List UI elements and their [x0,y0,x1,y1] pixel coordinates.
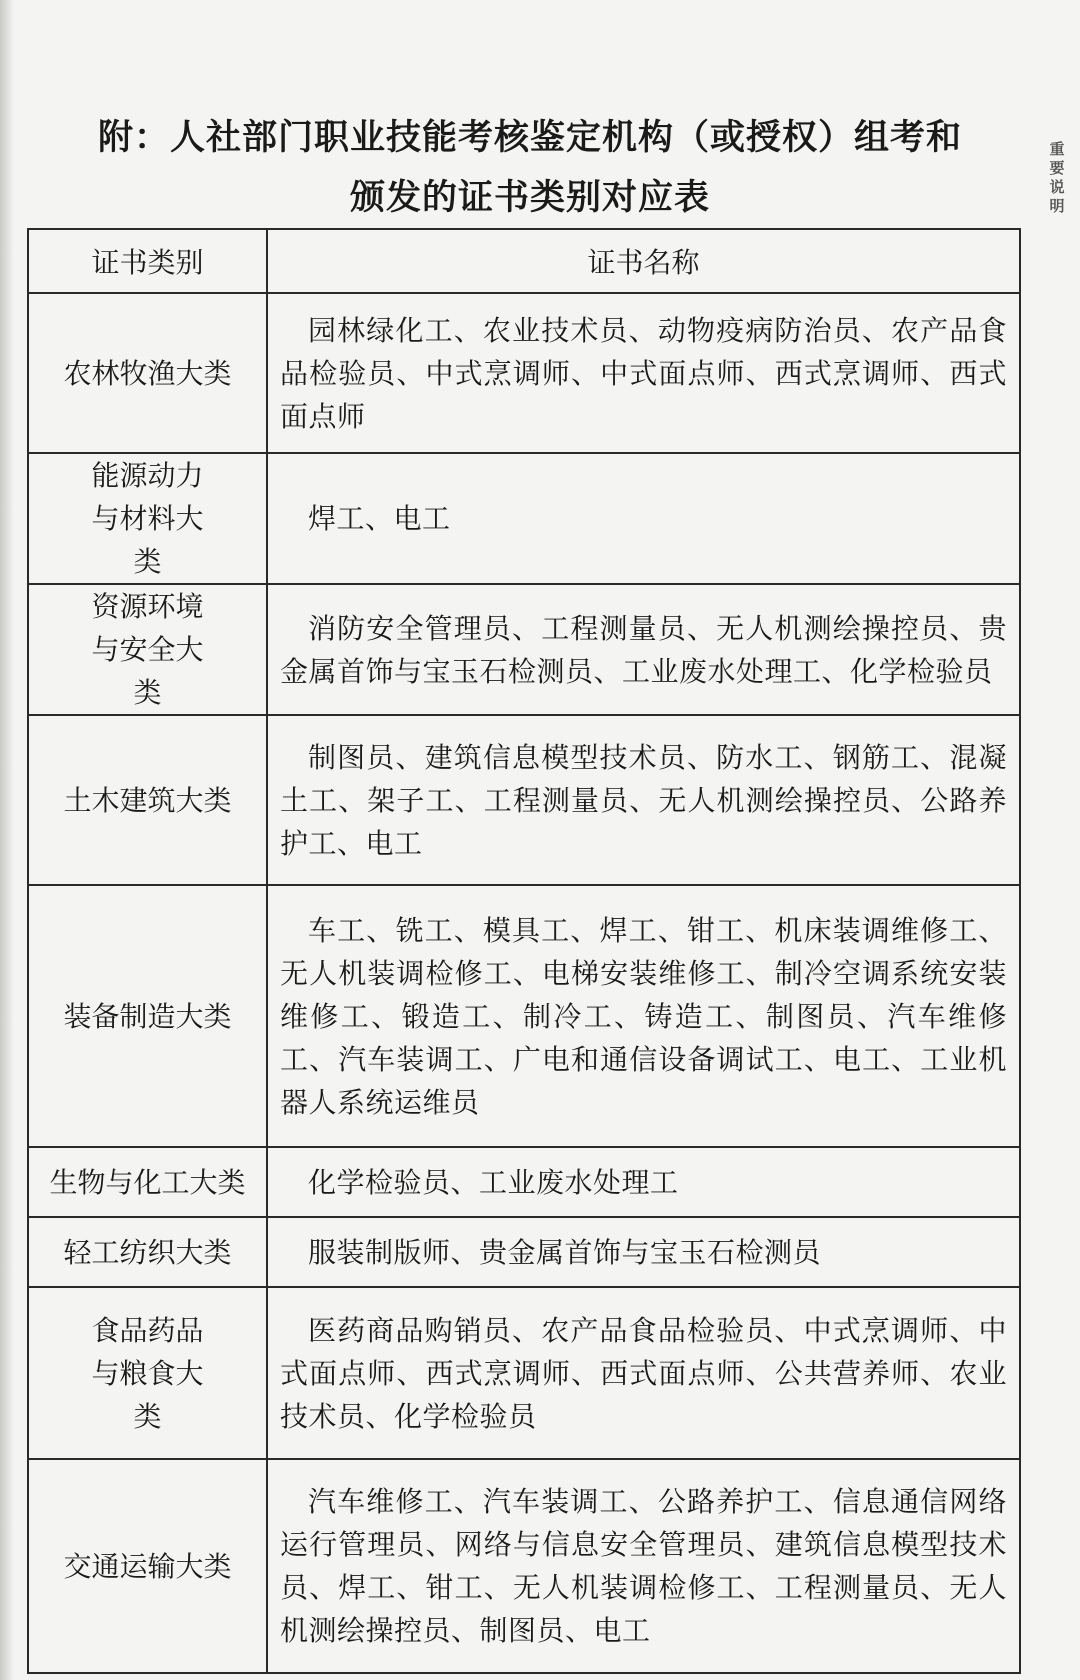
side-tab-char: 要 [1049,159,1065,177]
names-cell: 化学检验员、工业废水处理工 [267,1147,1020,1217]
side-tab-char: 说 [1049,178,1065,196]
header-category: 证书类别 [28,229,267,293]
header-names: 证书名称 [267,229,1020,293]
category-cell: 生物与化工大类 [28,1147,267,1217]
table-row [28,1459,1020,1673]
table-row [28,1217,1020,1287]
table-row [28,885,1020,1147]
table-row [28,1287,1020,1459]
page-edge-shadow [0,0,14,1680]
table-row [28,715,1020,885]
certificate-table [27,228,1021,1674]
page-title [60,108,1000,228]
table-header-row [28,229,1020,293]
title-line-1: 附：人社部门职业技能考核鉴定机构（或授权）组考和 [97,117,962,158]
category-cell: 农林牧渔大类 [28,293,267,453]
names-cell: 消防安全管理员、工程测量员、无人机测绘操控员、贵金属首饰与宝玉石检测员、工业废水处理工、化学检验员 [267,584,1020,715]
category-cell: 轻工纺织大类 [28,1217,267,1287]
title-line-2: 颁发的证书类别对应表 [349,177,710,218]
table-row [28,1147,1020,1217]
side-tab-char: 重 [1049,140,1065,158]
names-cell: 制图员、建筑信息模型技术员、防水工、钢筋工、混凝土工、架子工、工程测量员、无人机测绘操控员、公路养护工、电工 [267,715,1020,885]
names-cell: 园林绿化工、农业技术员、动物疫病防治员、农产品食品检验员、中式烹调师、中式面点师、西式烹调师、西式面点师 [267,293,1020,453]
table-row [28,293,1020,453]
side-tab-important-note [1042,140,1072,216]
category-cell: 交通运输大类 [28,1459,267,1673]
names-cell: 焊工、电工 [267,453,1020,584]
names-cell: 汽车维修工、汽车装调工、公路养护工、信息通信网络运行管理员、网络与信息安全管理员、建筑信息模型技术员、焊工、钳工、无人机装调检修工、工程测量员、无人机测绘操控员、制图员、电工 [267,1459,1020,1673]
names-cell: 车工、铣工、模具工、焊工、钳工、机床装调维修工、无人机装调检修工、电梯安装维修工、制冷空调系统安装维修工、锻造工、制冷工、铸造工、制图员、汽车维修工、汽车装调工、广电和通信设备调试工、电工、工业机器人系统运维员 [267,885,1020,1147]
side-tab-char: 明 [1049,197,1065,215]
table-row [28,584,1020,715]
category-cell: 装备制造大类 [28,885,267,1147]
category-cell: 能源动力与材料大类 [28,453,267,584]
category-cell: 食品药品与粮食大类 [28,1287,267,1459]
category-cell: 资源环境与安全大类 [28,584,267,715]
table-row [28,453,1020,584]
category-cell: 土木建筑大类 [28,715,267,885]
names-cell: 医药商品购销员、农产品食品检验员、中式烹调师、中式面点师、西式烹调师、西式面点师、公共营养师、农业技术员、化学检验员 [267,1287,1020,1459]
names-cell: 服装制版师、贵金属首饰与宝玉石检测员 [267,1217,1020,1287]
